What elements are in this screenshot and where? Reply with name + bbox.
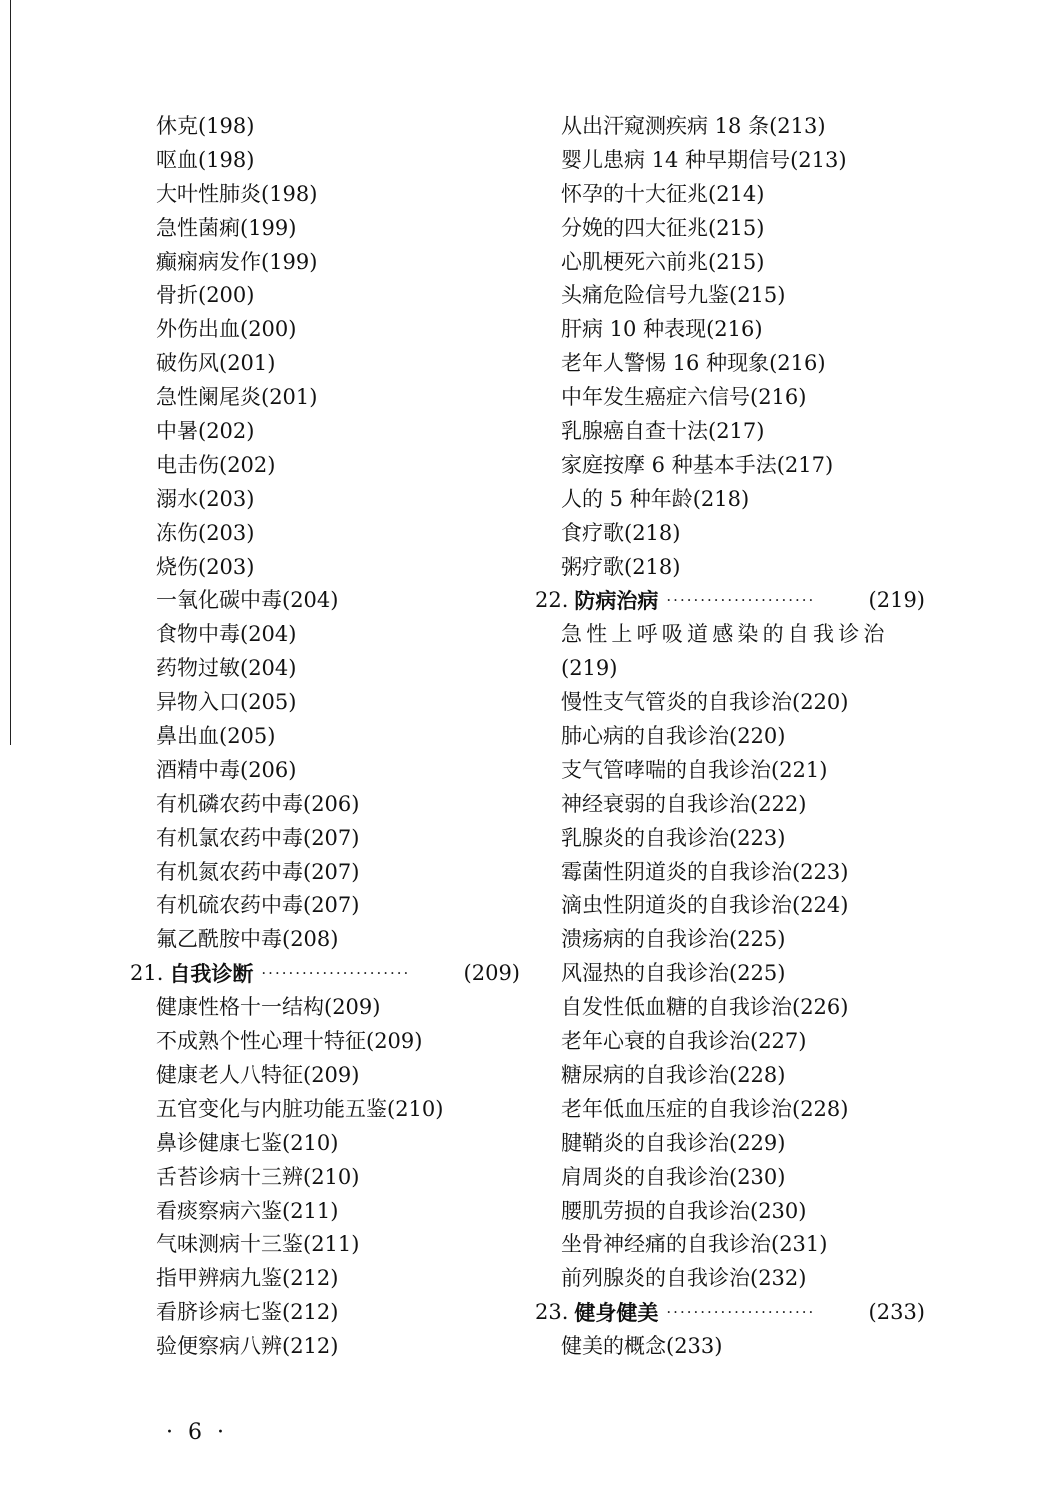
toc-entry: 破伤风(201) xyxy=(156,351,276,376)
toc-entry: 药物过敏(204) xyxy=(156,656,297,681)
toc-entry: 支气管哮喘的自我诊治(221) xyxy=(561,757,828,782)
toc-entry: 自发性低血糖的自我诊治(226) xyxy=(561,995,849,1020)
toc-left-column xyxy=(130,110,520,1364)
toc-entry: 前列腺炎的自我诊治(232) xyxy=(561,1266,807,1291)
toc-entry: 看脐诊病七鉴(212) xyxy=(156,1300,339,1325)
toc-entry: 鼻出血(205) xyxy=(156,724,276,749)
toc-entry: 老年低血压症的自我诊治(228) xyxy=(561,1096,849,1121)
toc-entry: 健康老人八特征(209) xyxy=(156,1062,360,1087)
toc-entry: 婴儿患病 14 种早期信号(213) xyxy=(561,147,847,172)
toc-entry: 霉菌性阴道炎的自我诊治(223) xyxy=(561,859,849,884)
toc-entry: 氟乙酰胺中毒(208) xyxy=(156,927,339,952)
toc-entry: 糖尿病的自我诊治(228) xyxy=(561,1062,786,1087)
toc-entry: 风湿热的自我诊治(225) xyxy=(561,961,786,986)
toc-entry: 癫痫病发作(199) xyxy=(156,249,318,274)
toc-entry: 滴虫性阴道炎的自我诊治(224) xyxy=(561,893,849,918)
toc-entry: 烧伤(203) xyxy=(156,554,255,579)
toc-right-column xyxy=(535,110,925,1364)
toc-entry: 呕血(198) xyxy=(156,147,255,172)
section-page: (219) xyxy=(868,588,925,613)
toc-entry: 电击伤(202) xyxy=(156,452,276,477)
toc-entry: 有机硫农药中毒(207) xyxy=(156,893,360,918)
toc-entry: 溃疡病的自我诊治(225) xyxy=(561,927,786,952)
toc-entry: 急性阑尾炎(201) xyxy=(156,385,318,410)
toc-entry: 休克(198) xyxy=(156,114,255,138)
toc-entry: 从出汗窥测疾病 18 条(213) xyxy=(561,114,826,138)
toc-section-heading xyxy=(130,957,520,991)
leader-dots: ······················ xyxy=(261,964,411,983)
toc-entry: 急性上呼吸道感染的自我诊治 xyxy=(561,622,889,647)
toc-entry: 慢性支气管炎的自我诊治(220) xyxy=(561,690,849,715)
leader-dots: ······················ xyxy=(666,591,816,610)
toc-entry: 看痰察病六鉴(211) xyxy=(156,1198,339,1223)
toc-entry: 大叶性肺炎(198) xyxy=(156,181,318,206)
toc-entry: 老年人警惕 16 种现象(216) xyxy=(561,351,826,376)
toc-entry: 健康性格十一结构(209) xyxy=(156,995,381,1020)
toc-section-heading xyxy=(535,584,925,618)
toc-entry: 坐骨神经痛的自我诊治(231) xyxy=(561,1232,828,1257)
toc-entry: 食疗歌(218) xyxy=(561,520,681,545)
toc-entry: 健美的概念(233) xyxy=(561,1334,723,1359)
section-number: 22. xyxy=(535,588,569,613)
section-title: 防病治病 xyxy=(574,588,659,614)
toc-section-heading xyxy=(535,1296,925,1330)
toc-entry: 验便察病八辨(212) xyxy=(156,1334,339,1359)
toc-entry: 老年心衰的自我诊治(227) xyxy=(561,1029,807,1054)
toc-entry: 酒精中毒(206) xyxy=(156,757,297,782)
toc-entry: 有机氮农药中毒(207) xyxy=(156,859,360,884)
toc-entry: 腰肌劳损的自我诊治(230) xyxy=(561,1198,807,1223)
section-title: 健身健美 xyxy=(574,1300,659,1326)
toc-entry: 外伤出血(200) xyxy=(156,317,297,342)
toc-entry: 乳腺炎的自我诊治(223) xyxy=(561,825,786,850)
toc-entry: 神经衰弱的自我诊治(222) xyxy=(561,791,807,816)
toc-entry: 异物入口(205) xyxy=(156,690,297,715)
toc-entry: 鼻诊健康七鉴(210) xyxy=(156,1130,339,1155)
page-edge-line xyxy=(10,0,11,745)
toc-entry: 食物中毒(204) xyxy=(156,622,297,647)
toc-entry: 指甲辨病九鉴(212) xyxy=(156,1266,339,1291)
toc-entry: 急性菌痢(199) xyxy=(156,215,297,240)
leader-dots: ······················ xyxy=(666,1303,816,1322)
toc-entry: 溺水(203) xyxy=(156,486,255,511)
toc-entry: 分娩的四大征兆(215) xyxy=(561,215,765,240)
toc-entry: 肩周炎的自我诊治(230) xyxy=(561,1164,786,1189)
section-number: 21. xyxy=(130,961,164,986)
page-number: · 6 · xyxy=(166,1420,228,1445)
section-title: 自我诊断 xyxy=(169,961,254,987)
toc-entry: 家庭按摩 6 种基本手法(217) xyxy=(561,452,834,477)
toc-entry: 粥疗歌(218) xyxy=(561,554,681,579)
toc-entry: 气味测病十三鉴(211) xyxy=(156,1232,360,1257)
toc-entry: 怀孕的十大征兆(214) xyxy=(561,181,765,206)
toc-entry: 肝病 10 种表现(216) xyxy=(561,317,763,342)
toc-entry: 冻伤(203) xyxy=(156,520,255,545)
toc-entry: 心肌梗死六前兆(215) xyxy=(561,249,765,274)
toc-entry: 舌苔诊病十三辨(210) xyxy=(156,1164,360,1189)
toc-entry: 肺心病的自我诊治(220) xyxy=(561,724,786,749)
toc-entry: 有机氯农药中毒(207) xyxy=(156,825,360,850)
toc-entry: 中年发生癌症六信号(216) xyxy=(561,385,807,410)
toc-entry: 中暑(202) xyxy=(156,419,255,444)
toc-entry: 一氧化碳中毒(204) xyxy=(156,588,339,613)
toc-entry: (219) xyxy=(561,656,618,681)
toc-entry: 头痛危险信号九鉴(215) xyxy=(561,283,786,308)
section-page: (233) xyxy=(868,1300,925,1325)
toc-entry: 乳腺癌自查十法(217) xyxy=(561,419,765,444)
toc-entry: 有机磷农药中毒(206) xyxy=(156,791,360,816)
section-number: 23. xyxy=(535,1300,569,1325)
toc-entry: 腱鞘炎的自我诊治(229) xyxy=(561,1130,786,1155)
toc-entry: 人的 5 种年龄(218) xyxy=(561,486,750,511)
toc-entry: 不成熟个性心理十特征(209) xyxy=(156,1029,423,1054)
toc-entry: 五官变化与内脏功能五鉴(210) xyxy=(156,1096,444,1121)
toc-entry: 骨折(200) xyxy=(156,283,255,308)
section-page: (209) xyxy=(463,961,520,986)
